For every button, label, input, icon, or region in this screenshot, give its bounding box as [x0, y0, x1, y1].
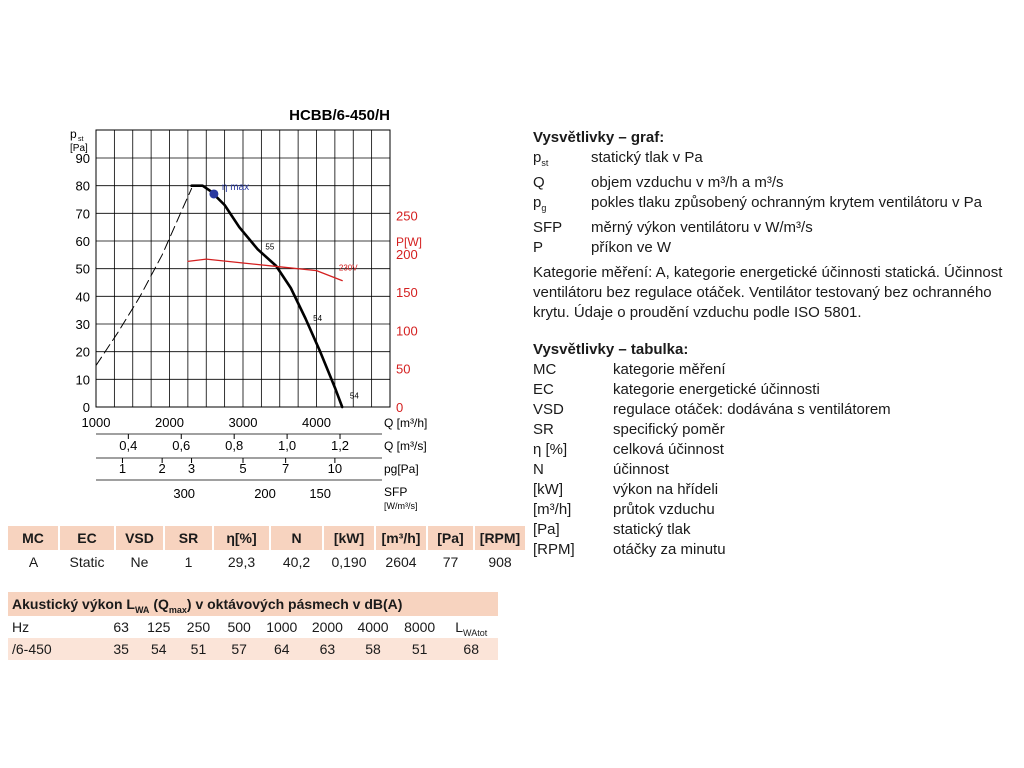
legend-graph-key: $p_g$ [533, 194, 547, 213]
legend-table-key: η [%] [533, 441, 568, 458]
aux-qs-tick-label: 0,4 [119, 438, 138, 453]
legend-graph-key: P [533, 239, 544, 256]
legend-graph-text: měrný výkon ventilátoru v W/m³/s [591, 219, 813, 236]
chart-labels [70, 107, 427, 511]
spec-header-cell: [Pa] [427, 526, 474, 550]
annotation-label: 230V [338, 263, 358, 273]
legend-table-row [533, 360, 891, 380]
legend-table-key: MC [533, 361, 557, 378]
y-tick-label: 20 [75, 344, 90, 360]
spec-value-cell: 40,2 [270, 550, 323, 574]
acoustic-table [8, 592, 498, 660]
spec-header-cell: [m³/h] [375, 526, 427, 550]
aux-qs-tick-label: 1,0 [278, 438, 297, 453]
acoustic-header-cell: 1000 [266, 619, 298, 635]
legend-table-text: průtok vzduchu [613, 501, 715, 518]
x-tick-label: 4000 [302, 415, 331, 430]
legend-table-key: [RPM] [533, 541, 575, 558]
legend-graph-text: pokles tlaku způsobený ochranným krytem ventilátoru v Pa [591, 194, 983, 211]
series-230V [188, 259, 342, 281]
legend-table-text: statický tlak [613, 521, 691, 538]
acoustic-value-cell: /6-450 [12, 641, 52, 657]
aux-pg-tick-label: 5 [239, 461, 247, 476]
legend-table-key: SR [533, 421, 554, 438]
legend-table-row [533, 420, 891, 440]
series-pressure-unstable [96, 188, 192, 365]
spec-header-cell: [kW] [323, 526, 375, 550]
legend-table-text: regulace otáček: dodávána s ventilátorem [613, 401, 891, 418]
y-tick-label: 10 [75, 372, 90, 388]
spec-header-cell: SR [164, 526, 213, 550]
legend-table-row [533, 520, 891, 540]
y2-tick-label: 200 [396, 246, 418, 262]
spec-value-cell: 77 [427, 550, 474, 574]
spec-value-cell: A [8, 550, 59, 574]
y2-tick-label: 250 [396, 208, 418, 224]
legend-table-text: celková účinnost [613, 441, 724, 458]
legend-table-row [533, 440, 891, 460]
legend-table-key: [kW] [533, 481, 563, 498]
y2-tick-label: 150 [396, 285, 418, 301]
acoustic-value-cell: 51 [411, 641, 428, 657]
aux-sfp-tick-label: 200 [254, 486, 276, 501]
legend-table-text: kategorie měření [613, 361, 726, 378]
y-tick-label: 50 [75, 261, 90, 277]
aux-sfp-unit: [W/m³/s] [384, 501, 418, 511]
aux-sfp-tick-label: 300 [173, 486, 196, 501]
spec-value-cell: 1 [164, 550, 213, 574]
acoustic-value-cell: 63 [319, 641, 336, 657]
legend-graph-key: SFP [533, 219, 563, 236]
aux-qs-tick-label: 1,2 [330, 438, 350, 453]
legend-graph-row [533, 238, 982, 258]
acoustic-value-cell: 57 [231, 641, 247, 657]
legend-table-text: účinnost [613, 461, 669, 478]
y-tick-label: 40 [75, 289, 90, 305]
aux-pg-tick-label: 7 [282, 461, 290, 476]
acoustic-header-cell: 250 [186, 619, 211, 635]
legend-table-row [533, 400, 891, 420]
legend-graph-row [533, 193, 982, 218]
spec-table [8, 526, 527, 574]
spec-value-cell: Ne [115, 550, 164, 574]
annotation-label: 54 [349, 391, 359, 401]
fan-performance-chart [0, 0, 520, 520]
legend-table-text: kategorie energetické účinnosti [613, 381, 820, 398]
legend-graph-row [533, 173, 982, 193]
legend-graph-row [533, 218, 982, 238]
x-tick-label: 2000 [155, 415, 184, 430]
legend-graph-key: $p_{st}$ [533, 149, 549, 168]
acoustic-value-cell: 58 [365, 641, 381, 657]
legend-table-row [533, 480, 891, 500]
legend-table-text: výkon na hřídeli [613, 481, 719, 498]
y-axis-label-sub: st [78, 136, 84, 143]
acoustic-value-cell: 68 [463, 641, 479, 657]
annotation-label: 54 [313, 314, 323, 324]
legend-table-key: [m³/h] [533, 501, 572, 518]
legend-table-text: specifický poměr [613, 421, 725, 438]
aux-pg-tick-label: 1 [118, 461, 127, 476]
acoustic-value-cell: 35 [113, 641, 129, 657]
legend-graph-text: objem vzduchu v m³/h a m³/s [591, 174, 784, 191]
legend-table-text: otáčky za minutu [613, 541, 726, 558]
acoustic-header-cell: Hz [12, 619, 30, 635]
x-tick-label: 3000 [228, 415, 258, 430]
acoustic-value-cell: 54 [151, 641, 167, 657]
legend-graph-text: statický tlak v Pa [591, 149, 703, 166]
acoustic-header-cell: 500 [227, 619, 251, 635]
y-tick-label: 90 [75, 151, 90, 166]
acoustic-header-cell: 125 [147, 619, 171, 635]
aux-sfp-label: SFP [384, 485, 408, 499]
x-tick-label: 1000 [81, 415, 111, 430]
acoustic-header-cell: 4000 [357, 619, 389, 635]
legend-table-row [533, 540, 891, 560]
legend-table-key: VSD [533, 401, 564, 418]
aux-pg-tick-label: 2 [158, 461, 166, 476]
y2-tick-label: 50 [396, 361, 411, 377]
y2-axis-label: P[W] [396, 235, 422, 249]
acoustic-value-row [8, 638, 498, 660]
legend-table-key: [Pa] [533, 521, 560, 538]
legend-graph [533, 128, 982, 258]
acoustic-header-cell: $L_{WAtot}$ [455, 619, 488, 638]
acoustic-value-cell: 51 [190, 641, 207, 657]
y-tick-label: 70 [75, 206, 90, 222]
aux-sfp-tick-label: 150 [309, 486, 332, 501]
spec-header-cell: MC [8, 526, 59, 550]
spec-table-header [8, 526, 526, 550]
spec-header-cell: N [270, 526, 323, 550]
y-axis-unit: [Pa] [70, 143, 88, 154]
aux-qs-tick-label: 0,8 [225, 438, 244, 453]
aux-pg-tick-label: 3 [187, 461, 196, 476]
y-tick-label: 0 [82, 400, 90, 415]
acoustic-header-cell: 8000 [404, 619, 436, 635]
y-tick-label: 30 [75, 317, 90, 332]
legend-table-row [533, 500, 891, 520]
legend-table-key: EC [533, 381, 554, 398]
aux-pg-tick-label: 10 [327, 461, 343, 476]
legend-graph-text: příkon ve W [591, 239, 672, 256]
spec-header-cell: [RPM] [474, 526, 526, 550]
aux-pg-label: pg[Pa] [384, 462, 419, 476]
y-tick-label: 60 [75, 234, 90, 249]
aux-qs-tick-label: 0,6 [172, 438, 191, 453]
eta-max-marker [209, 189, 218, 198]
legend-table-key: N [533, 461, 544, 478]
y-axis-label: p [70, 127, 77, 141]
legend-table [533, 340, 891, 560]
spec-header-cell: η[%] [213, 526, 270, 550]
aux-qs-label: Q [m³/s] [384, 439, 427, 453]
spec-value-cell: 908 [474, 550, 526, 574]
acoustic-header-row [8, 616, 498, 638]
measurement-note: Kategorie měření: A, kategorie energetické účinnosti statická. Účinnost ventilátoru bez regulace otáček. Ventilátor testovaný bez ochranného krytu. Údaje o proudění vzduchu podle ISO 5801. [533, 264, 1003, 321]
x-axis-label: Q [m³/h] [384, 416, 428, 430]
acoustic-header-cell: 2000 [311, 619, 343, 635]
annotation-label: η max [221, 181, 250, 193]
spec-value-cell: 2604 [375, 550, 427, 574]
spec-value-cell: 29,3 [213, 550, 270, 574]
legend-table-row [533, 380, 891, 400]
y2-tick-label: 100 [396, 323, 418, 339]
acoustic-title: Akustický výkon $L_{WA}$ $(Q_{max})$ v oktávových pásmech v dB(A) [8, 592, 498, 616]
spec-value-cell: Static [59, 550, 115, 574]
y2-tick-label: 0 [396, 400, 404, 415]
legend-graph-title: Vysvětlivky – graf: [533, 129, 665, 146]
spec-value-cell: 0,190 [323, 550, 375, 574]
spec-table-values [8, 550, 526, 574]
spec-header-cell: VSD [115, 526, 164, 550]
acoustic-header-cell: 63 [113, 619, 129, 635]
acoustic-value-cell: 64 [273, 641, 290, 657]
legend-table-row [533, 460, 891, 480]
annotation-label: 55 [265, 242, 275, 252]
y-tick-label: 80 [75, 178, 90, 194]
spec-header-cell: EC [59, 526, 115, 550]
chart-title: HCBB/6-450/H [289, 107, 390, 124]
legend-graph-key: Q [533, 174, 545, 191]
legend-graph-row [533, 148, 982, 173]
legend-table-title: Vysvětlivky – tabulka: [533, 341, 689, 358]
